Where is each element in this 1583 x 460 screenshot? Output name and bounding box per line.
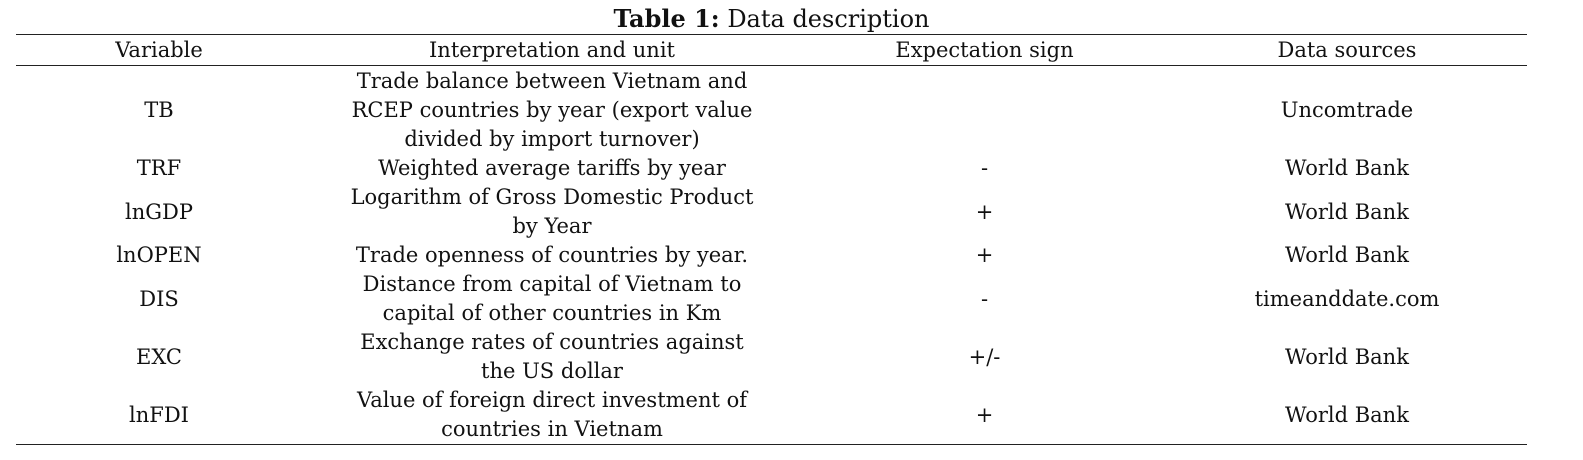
cell-interpretation: Logarithm of Gross Domestic Product by Year: [350, 185, 754, 238]
data-description-table-container: [16, 34, 1527, 445]
table-row: [16, 270, 1527, 328]
cell-sign: [802, 66, 1167, 155]
caption-label: Table 1:: [613, 4, 720, 33]
cell-interpretation: Weighted average tariffs by year: [378, 156, 726, 180]
cell-source: World Bank: [1285, 402, 1409, 427]
cell-sign: +: [975, 199, 994, 224]
cell-sign: -: [980, 156, 989, 180]
cell-variable: lnGDP: [125, 199, 193, 224]
cell-source: World Bank: [1285, 156, 1409, 180]
table-row: [16, 328, 1527, 386]
cell-variable: TRF: [136, 156, 182, 180]
cell-variable: EXC: [136, 344, 182, 369]
cell-variable: lnOPEN: [116, 243, 202, 267]
cell-interpretation: Exchange rates of countries against the US dollar: [360, 330, 744, 383]
table-header-row: [16, 35, 1527, 66]
cell-interpretation: Value of foreign direct investment of countries in Vietnam: [356, 388, 748, 441]
cell-sign: -: [980, 286, 989, 311]
header-expectation-sign: Expectation sign: [895, 37, 1074, 62]
cell-source: World Bank: [1285, 199, 1409, 224]
table-row: [16, 154, 1527, 183]
cell-sign: +: [975, 243, 994, 267]
cell-source: World Bank: [1285, 344, 1409, 369]
table-row: [16, 183, 1527, 241]
cell-interpretation: Trade openness of countries by year.: [355, 243, 749, 267]
caption-text: Data description: [727, 5, 930, 33]
cell-source: Uncomtrade: [1280, 97, 1414, 122]
table-row: [16, 66, 1527, 155]
cell-interpretation: Distance from capital of Vietnam to capital of other countries in Km: [362, 272, 742, 325]
header-interpretation: Interpretation and unit: [429, 37, 675, 62]
cell-variable: DIS: [139, 286, 179, 311]
cell-interpretation: Trade balance between Vietnam and RCEP countries by year (export value divided by import turnover): [351, 68, 753, 151]
cell-variable: lnFDI: [129, 402, 189, 427]
header-data-sources: Data sources: [1277, 37, 1417, 62]
cell-sign: +/-: [968, 344, 1001, 369]
table-row: [16, 241, 1527, 270]
header-variable: Variable: [115, 37, 203, 62]
table-caption: [0, 4, 1543, 34]
table-row: [16, 386, 1527, 445]
cell-sign: +: [975, 402, 994, 427]
cell-source: World Bank: [1285, 243, 1409, 267]
cell-source: timeanddate.com: [1254, 286, 1440, 311]
cell-variable: TB: [144, 97, 174, 122]
data-description-table: [16, 34, 1527, 445]
